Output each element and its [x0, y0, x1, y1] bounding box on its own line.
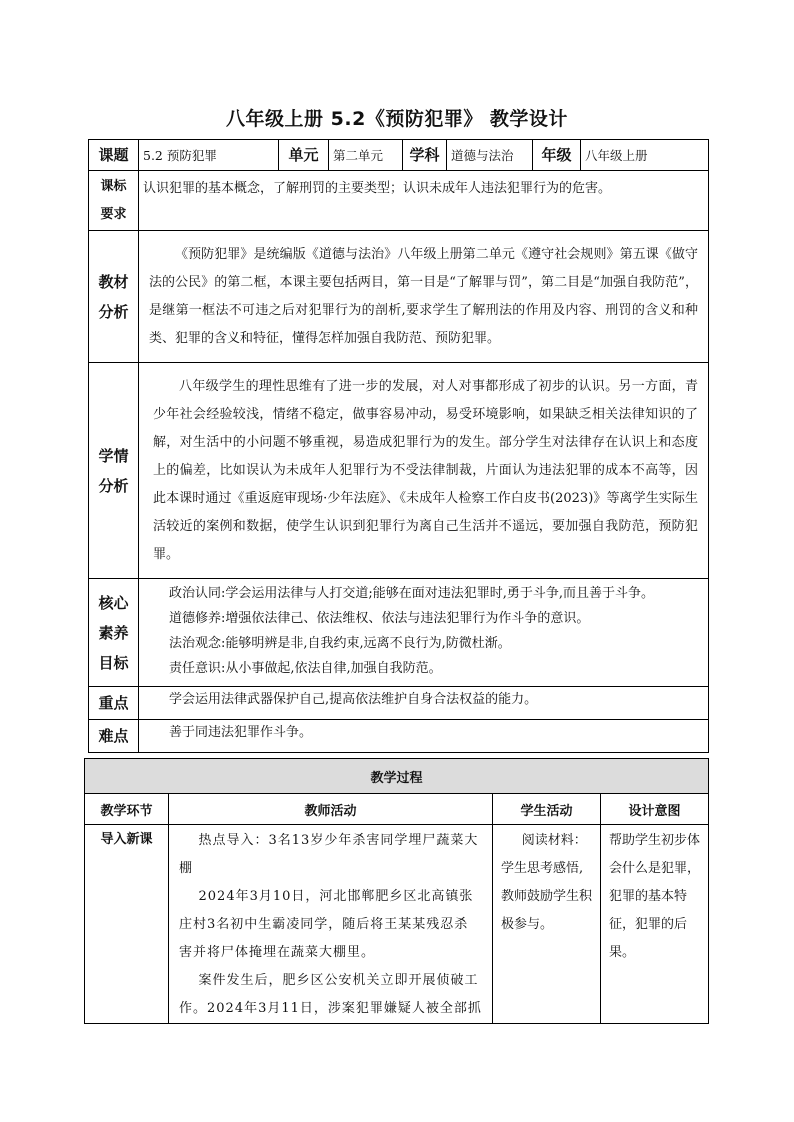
teacher-activity-cell [169, 825, 493, 1024]
difficulty-text: 善于同违法犯罪作斗争。 [139, 720, 709, 753]
student-line: 阅读材料： [521, 833, 587, 848]
key-point-label: 重点 [89, 687, 139, 720]
difficulty-label: 难点 [89, 720, 139, 753]
standards-text: 认识犯罪的基本概念，了解刑罚的主要类型；认识未成年人违法犯罪行为的危害。 [139, 171, 709, 231]
teaching-process-table [84, 758, 709, 1024]
grade-value: 八年级上册 [581, 140, 709, 171]
standards-row [89, 171, 709, 231]
design-intent-cell [601, 825, 709, 1024]
core-row [89, 579, 709, 687]
process-section-row [85, 759, 709, 794]
core-item: 法治观念:能够明辨是非,自我约束,远离不良行为,防微杜渐。 [169, 636, 511, 651]
material-label-line1: 教材 [98, 272, 129, 291]
student-line: 学生思考感悟,教师鼓励学生积极参与。 [501, 861, 593, 932]
learners-label-line2: 分析 [98, 476, 129, 495]
col-student-header: 学生活动 [493, 794, 601, 825]
info-row [89, 140, 709, 171]
teacher-paragraph: 热点导入：3名13岁少年杀害同学埋尸蔬菜大棚 [179, 833, 479, 876]
student-activity-cell [493, 825, 601, 1024]
material-row [89, 231, 709, 363]
learners-label-line1: 学情 [98, 446, 129, 465]
learners-row [89, 363, 709, 579]
col-stage-header: 教学环节 [85, 794, 169, 825]
learners-paragraph: 八年级学生的理性思维有了进一步的发展，对人对事都形成了初步的认识。另一方面，青少年社会经验较浅，情绪不稳定，做事容易冲动，易受环境影响，如果缺乏相关法律知识的了解，对生活中的小问题不够重视，易造成犯罪行为的发生。部分学生对法律存在认识上和态度上的偏差，比如误认为未成年人犯罪行为不受法律制裁，片面认为违法犯罪的成本不高等，因此本课时通过《重返庭审现场·少年法庭》、《未成年人检察工作白皮书(2023)》等离学生实际生活较近的案例和数据，使学生认识到犯罪行为离自己生活并不遥远，要加强自我防范，预防犯罪。 [153, 378, 698, 562]
subject-label: 学科 [403, 140, 447, 171]
core-item: 责任意识:从小事做起,依法自律,加强自我防范。 [169, 661, 442, 676]
standards-label-line2: 要求 [100, 206, 127, 222]
intent-text: 帮助学生初步体会什么是犯罪，犯罪的基本特征，犯罪的后果。 [609, 833, 701, 960]
topic-value: 5.2 预防犯罪 [139, 140, 279, 171]
key-point-row [89, 687, 709, 720]
unit-label: 单元 [279, 140, 329, 171]
material-text [139, 231, 709, 363]
material-paragraph: 《预防犯罪》是统编版《道德与法治》八年级上册第二单元《遵守社会规则》第五课《做守法的公民》的第二框，本课主要包括两目，第一目是“了解罪与罚”，第二目是“加强自我防范”，是继第一框法不可违之后对犯罪行为的剖析,要求学生了解刑法的作用及内容、刑罚的含义和种类、犯罪的含义和特征，懂得怎样加强自我防范、预防犯罪。 [149, 246, 698, 346]
key-point-text: 学会运用法律武器保护自己,提高依法维护自身合法权益的能力。 [139, 687, 709, 720]
col-teacher-header: 教师活动 [169, 794, 493, 825]
standards-label [89, 171, 139, 231]
process-section-title: 教学过程 [85, 759, 709, 794]
difficulty-row [89, 720, 709, 753]
material-label-line2: 分析 [98, 302, 129, 321]
stage-cell: 导入新课 [85, 825, 169, 1024]
lesson-info-table [88, 139, 709, 753]
learners-label [89, 363, 139, 579]
core-item: 道德修养:增强依法律己、依法维权、依法与违法犯罪行为作斗争的意识。 [169, 611, 590, 626]
core-list [139, 579, 709, 687]
process-header-row [85, 794, 709, 825]
topic-label: 课题 [89, 140, 139, 171]
document-title: 八年级上册 5.2《预防犯罪》 教学设计 [226, 108, 568, 130]
learners-text [139, 363, 709, 579]
subject-value: 道德与法治 [447, 140, 533, 171]
unit-value: 第二单元 [329, 140, 403, 171]
core-label-line1: 核心 [98, 593, 129, 612]
teacher-paragraph: 2024年3月10日，河北邯郸肥乡区北高镇张庄村3名初中生霸凌同学，随后将王某某残忍杀害并将尸体掩埋在蔬菜大棚里。 [179, 889, 474, 960]
process-row [85, 825, 709, 1024]
core-label-line3: 目标 [98, 653, 129, 672]
material-label [89, 231, 139, 363]
core-label [89, 579, 139, 687]
standards-label-line1: 课标 [100, 178, 127, 194]
col-intent-header: 设计意图 [601, 794, 709, 825]
core-label-line2: 素养 [98, 623, 129, 642]
grade-label: 年级 [533, 140, 581, 171]
core-item: 政治认同:学会运用法律与人打交道;能够在面对违法犯罪时,勇于斗争,而且善于斗争。 [169, 586, 655, 601]
teacher-paragraph: 案件发生后，肥乡区公安机关立即开展侦破工作。2024年3月11日，涉案犯罪嫌疑人被全部抓 [179, 973, 482, 1016]
